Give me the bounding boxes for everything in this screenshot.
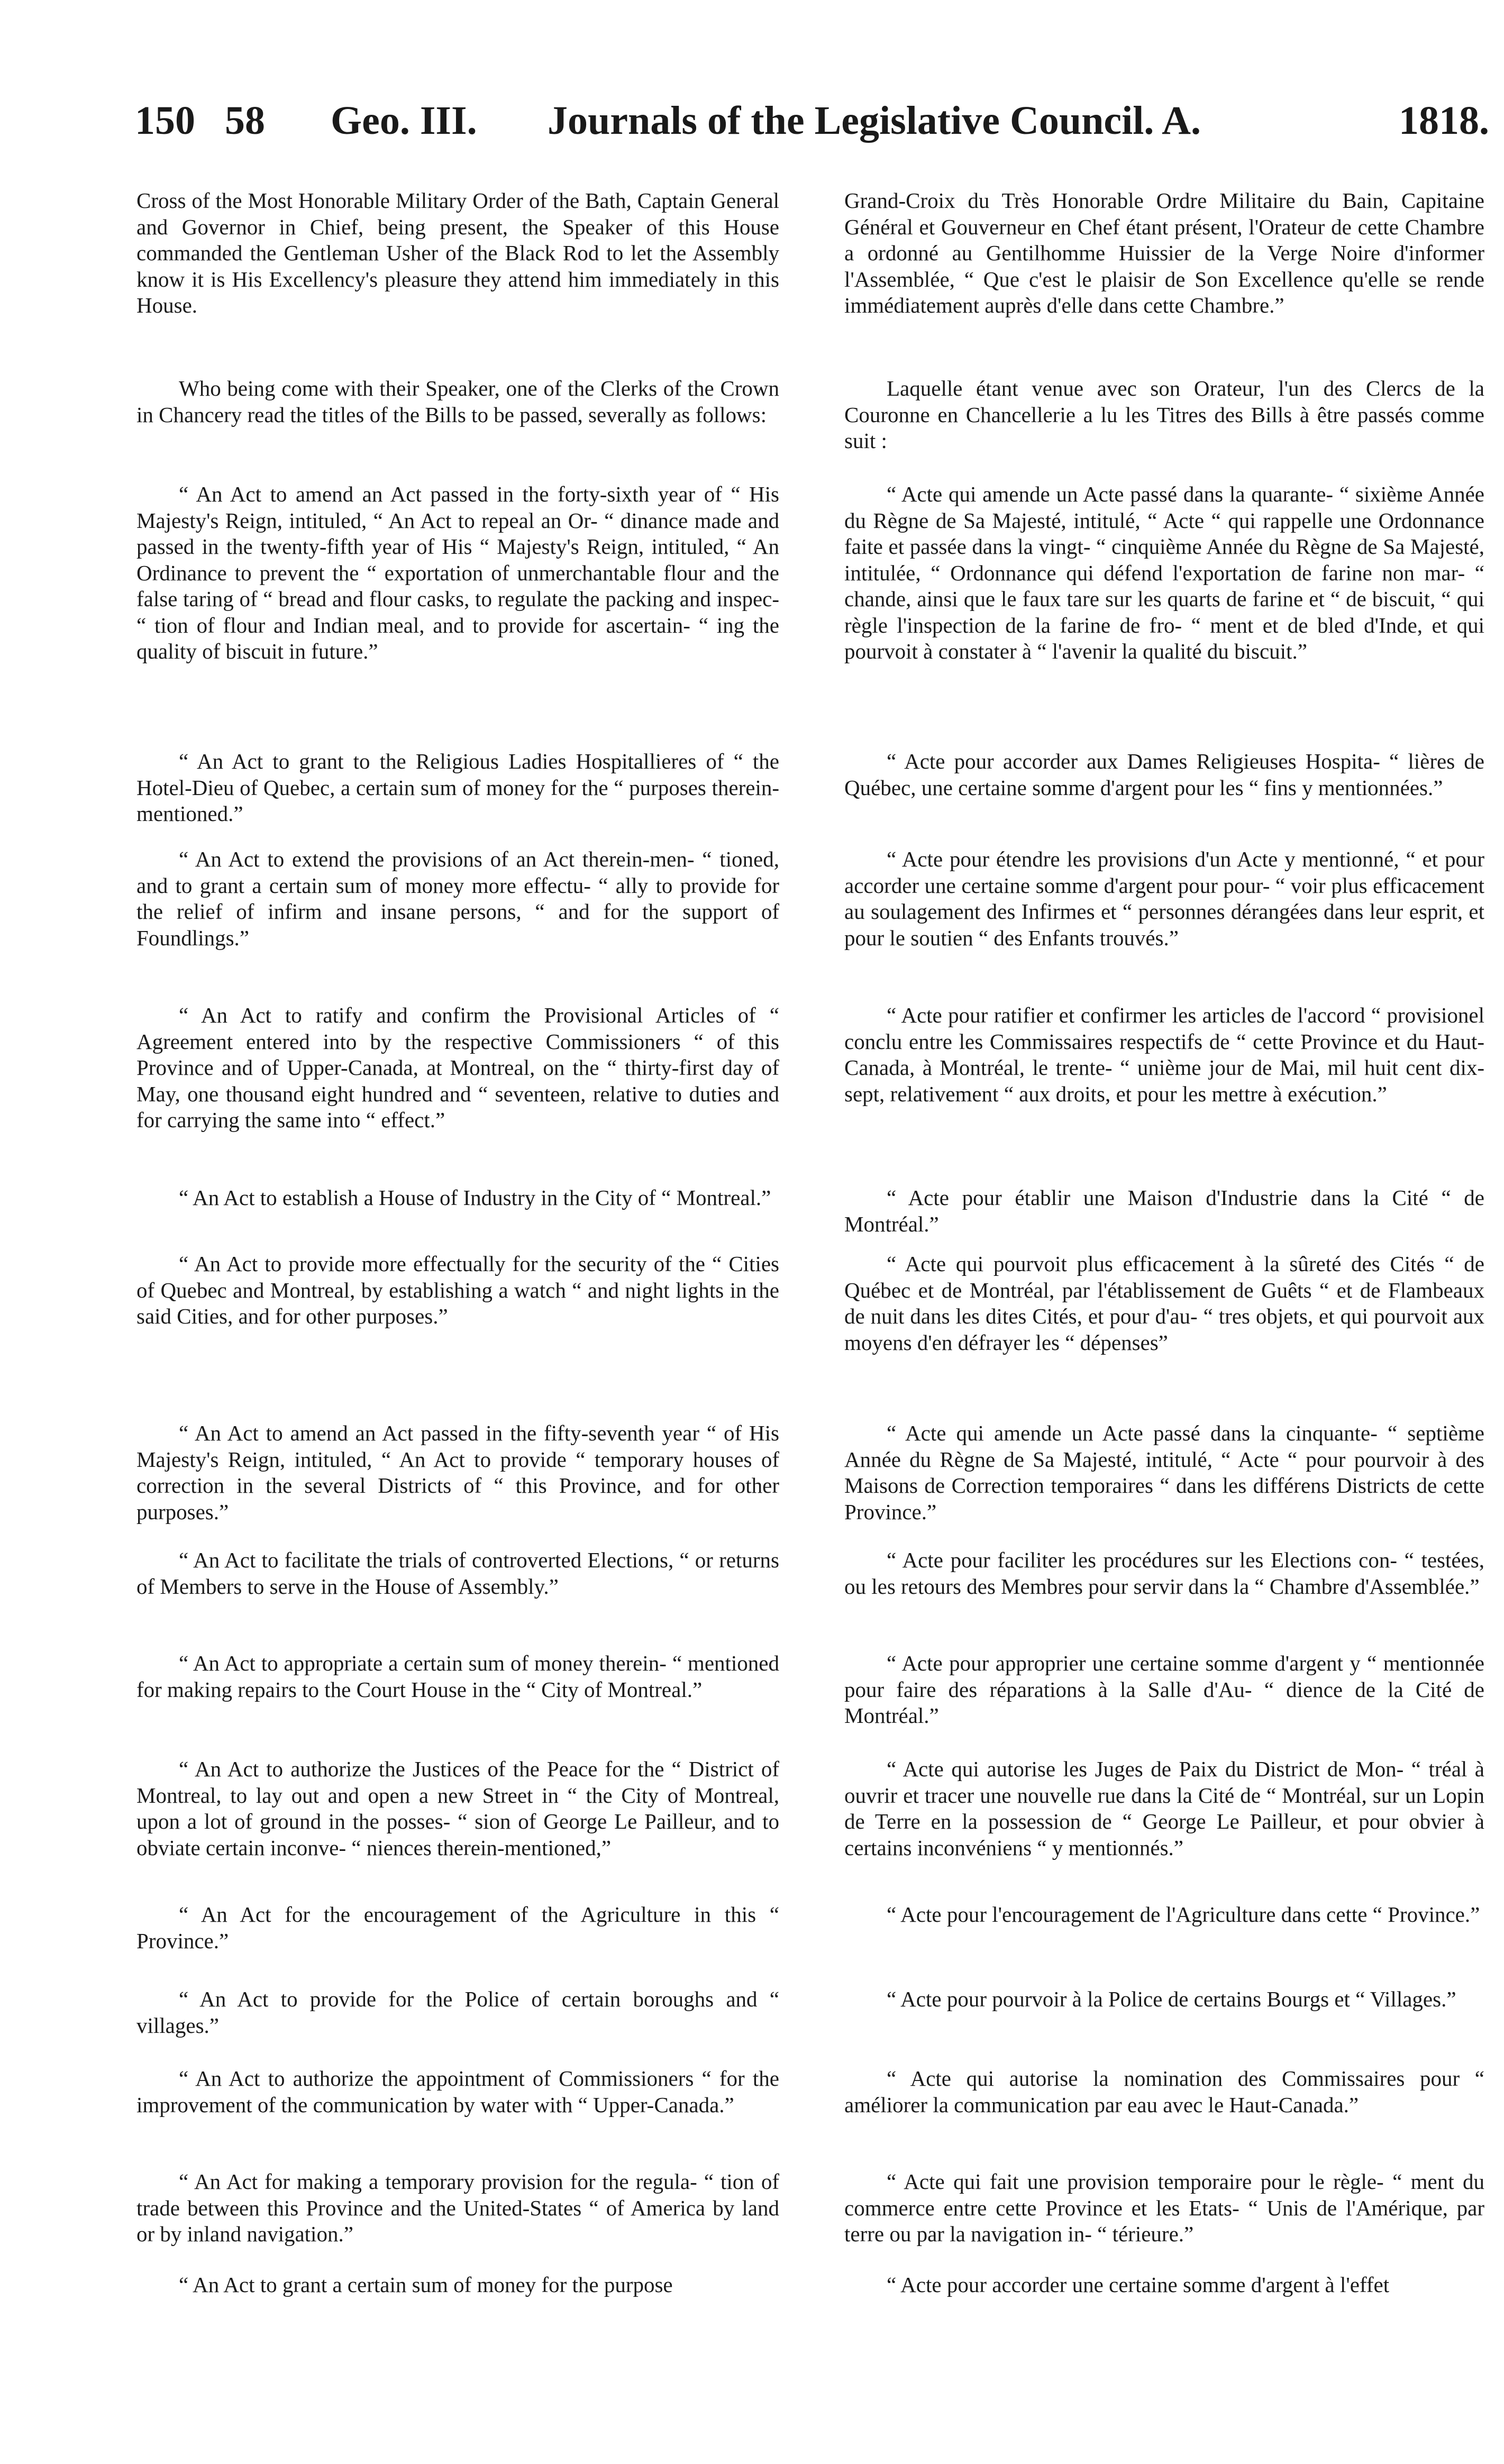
act-title: “ An Act to appropriate a certain sum of money therein- “ mentioned for making repairs to the Court House in the “ City of Montreal.” [136, 1651, 779, 1702]
act-title: “ Acte pour pourvoir à la Police de certains Bourgs et “ Villages.” [887, 1987, 1456, 2011]
act-title: “ An Act to amend an Act passed in the fifty-seventh year “ of His Majesty's Reign, intituled, “ An Act to provide “ temporary houses of correction in the several Districts of “ this Province, and for other purposes.” [136, 1421, 779, 1524]
act-title: “ Acte qui autorise la nomination des Commissaires pour “ améliorer la communication par eau avec le Haut-Canada.” [844, 2066, 1484, 2117]
act-title: “ An Act to amend an Act passed in the forty-sixth year of “ His Majesty's Reign, intituled, “ An Act to repeal an Or- “ dinance made and passed in the twenty-fifth year of His “ Majesty's Reign, intituled, “ An Ordinance to prevent the “ exportation of unmerchantable flour and the false taring of “ bread and flour casks, to regulate the packing and inspec- “ tion of flour and Indian meal, and to provide for ascertain- “ ing the quality of biscuit in future.” [136, 482, 779, 663]
act-title: “ An Act to authorize the Justices of the Peace for the “ District of Montreal, to lay out and open a new Street in “ the City of Montreal, upon a lot of ground in the posses- “ sion of George Le Pailleur, and to obviate certain inconve- “ niences therein-mentioned,” [136, 1757, 779, 1860]
act-title: “ Acte qui amende un Acte passé dans la cinquante- “ septième Année du Règne de Sa Majesté, intitulé, “ Acte “ pour pourvoir à des Maisons de Correction temporaires “ dans les différens Districts de cette Province.” [844, 1421, 1484, 1524]
act-title: “ Acte pour faciliter les procédures sur les Elections con- “ testées, ou les retours des Membres pour servir dans la “ Chambre d'Assemblée.” [844, 1548, 1484, 1599]
paragraph: Grand-Croix du Très Honorable Ordre Militaire du Bain, Capitaine Général et Gouverneur en Chef étant présent, l'Orateur de cette Chambre a ordonné au Gentilhomme Huissier de la Verge Noire d'informer l'Assemblée, “ Que c'est le plaisir de Son Excellence qu'elle se rende immédiatement auprès d'elle dans cette Chambre.” [844, 188, 1484, 317]
act-title: “ Acte pour l'encouragement de l'Agriculture dans cette “ Province.” [887, 1902, 1480, 1927]
regnal-year: 58 [225, 98, 265, 143]
act-title: “ Acte qui fait une provision temporaire pour le règle- “ ment du commerce entre cette Province et les Etats- “ Unis de l'Amérique, par terre ou par la navigation in- “ térieure.” [844, 2169, 1484, 2246]
act-title: “ An Act to grant to the Religious Ladies Hospitallieres of “ the Hotel-Dieu of Quebec, a certain sum of money for the “ purposes therein-mentioned.” [136, 749, 779, 826]
act-title: “ An Act to establish a House of Industry in the City of “ Montreal.” [179, 1185, 771, 1210]
act-title: “ An Act to provide more effectually for the security of the “ Cities of Quebec and Montreal, by establishing a watch “ and night lights in the said Cities, and for other purposes.” [136, 1252, 779, 1328]
page-number: 150 [135, 98, 195, 143]
act-title: “ An Act to authorize the appointment of Commissioners “ for the improvement of the communication by water with “ Upper-Canada.” [136, 2066, 779, 2117]
running-header [135, 98, 1489, 148]
header-year: 1818. [1399, 98, 1489, 143]
act-title: “ An Act to provide for the Police of certain boroughs and “ villages.” [136, 1987, 779, 2038]
act-title: “ Acte qui autorise les Juges de Paix du District de Mon- “ tréal à ouvrir et tracer une nouvelle rue dans la Cité de “ Montréal, sur un Lopin de Terre en la possession de “ George Le Pailleur, et pour obvier à certains inconvéniens “ y mentionnés.” [844, 1757, 1484, 1860]
act-title: “ Acte qui pourvoit plus efficacement à la sûreté des Cités “ de Québec et de Montréal, par l'établissement de Guêts “ et de Flambeaux de nuit dans les dites Cités, et pour d'au- “ tres objets, et qui pourvoit aux moyens d'en défrayer les “ dépenses” [844, 1252, 1484, 1355]
act-title: “ Acte qui amende un Acte passé dans la quarante- “ sixième Année du Règne de Sa Majesté, intitulé, “ Acte “ qui rappelle une Ordonnance faite et passée dans la vingt- “ cinquième Année du Règne de Sa Majesté, intitulée, “ Ordonnance qui défend l'exportation de farine non mar- “ chande, ainsi que le faux tare sur les quarts de farine et “ de biscuit, “ qui règle l'inspection de la farine de fro- “ ment et de bled d'Inde, et qui pourvoit à constater à “ l'avenir la qualité du biscuit.” [844, 482, 1484, 663]
paragraph: Cross of the Most Honorable Military Order of the Bath, Captain General and Governor in Chief, being present, the Speaker of this House commanded the Gentleman Usher of the Black Rod to let the Assembly know it is His Excellency's pleasure they attend him immediately in this House. [136, 188, 779, 317]
act-title: “ Acte pour établir une Maison d'Industrie dans la Cité “ de Montréal.” [844, 1185, 1484, 1236]
act-title: “ An Act to ratify and confirm the Provisional Articles of “ Agreement entered into by the respective Commissioners “ of this Province and of Upper-Canada, at Montreal, on the “ thirty-first day of May, one thousand eight hundred and “ seventeen, relative to duties and for carrying the same into “ effect.” [136, 1003, 779, 1132]
act-title: “ Acte pour accorder une certaine somme d'argent à l'effet [887, 2273, 1390, 2297]
act-title: “ An Act to grant a certain sum of money for the purpose [179, 2273, 673, 2297]
act-title: “ An Act for the encouragement of the Agriculture in this “ Province.” [136, 1902, 779, 1953]
act-title: “ Acte pour ratifier et confirmer les articles de l'accord “ provisionel conclu entre les Commissaires respectifs de “ cette Province et du Haut-Canada, à Montréal, le trente- “ unième jour de Mai, mil huit cent dix-sept, relativement “ aux droits, et pour les mettre à exécution.” [844, 1003, 1484, 1106]
act-title: “ An Act for making a temporary provision for the regula- “ tion of trade between this Province and the United-States “ of America by land or by inland navigation.” [136, 2169, 779, 2246]
act-title: “ An Act to extend the provisions of an Act therein-men- “ tioned, and to grant a certain sum of money more effectu- “ ally to provide for the relief of infirm and insane persons, “ and for the support of Foundlings.” [136, 847, 779, 950]
act-title: “ Acte pour étendre les provisions d'un Acte y mentionné, “ et pour accorder une certaine somme d'argent pour pour- “ voir plus efficacement au soulagement des Infirmes et “ personnes dérangées dans leur esprit, et pour le soutien “ des Enfants trouvés.” [844, 847, 1484, 950]
act-title: “ Acte pour accorder aux Dames Religieuses Hospita- “ lières de Québec, une certaine somme d'argent pour les “ fins y mentionnées.” [844, 749, 1484, 800]
paragraph: Laquelle étant venue avec son Orateur, l'un des Clercs de la Couronne en Chancellerie a lu les Titres des Bills à être passés comme suit : [844, 376, 1484, 453]
act-title: “ An Act to facilitate the trials of controverted Elections, “ or returns of Members to serve in the House of Assembly.” [136, 1548, 779, 1599]
act-title: “ Acte pour approprier une certaine somme d'argent y “ mentionnée pour faire des réparations à la Salle d'Au- “ dience de la Cité de Montréal.” [844, 1651, 1484, 1728]
paragraph: Who being come with their Speaker, one of the Clerks of the Crown in Chancery read the titles of the Bills to be passed, severally as follows: [136, 376, 779, 427]
journal-title: Journals of the Legislative Council. A. [548, 98, 1201, 143]
reign: Geo. III. [331, 98, 477, 143]
